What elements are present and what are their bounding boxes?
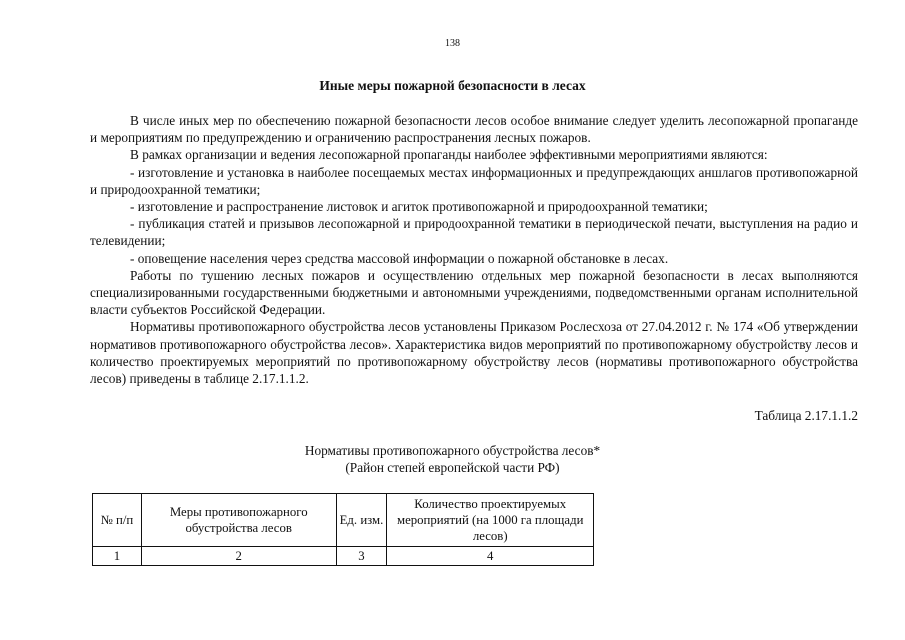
paragraph: Нормативы противопожарного обустройства лесов установлены Приказом Рослесхоза от 27.04.2012 г. № 174 «Об утверждении нормативов противопожарного обустройства лесов». Характеристика видов мероприятий по противопожарному обустройству лесов и количество проектируемых мероприятий по противопожарному обустройству лесов (нормативы противопожарного обустройства лесов) приведены в таблице 2.17.1.1.2. xyxy=(90,319,858,387)
list-item: - изготовление и установка в наиболее посещаемых местах информационных и предупреждающих аншлагов противопожарной и природоохранной тематики; xyxy=(90,164,858,197)
section-heading: Иные меры пожарной безопасности в лесах xyxy=(319,78,586,93)
header-cell-number: № п/п xyxy=(93,494,142,547)
header-cell-quantity: Количество проектируемых мероприятий (на 1000 га площади лесов) xyxy=(387,494,594,547)
list-item: - публикация статей и призывов лесопожарной и природоохранной тематики в периодической печати, выступления на радио и телевидении; xyxy=(90,216,858,249)
table-cell: 4 xyxy=(387,547,594,566)
table-header-row xyxy=(93,494,594,547)
table-caption: Таблица 2.17.1.1.2 xyxy=(754,408,858,423)
paragraph: В рамках организации и ведения лесопожарной пропаганды наиболее эффективными мероприятиями являются: xyxy=(130,147,768,163)
header-cell-measures: Меры противопожарного обустройства лесов xyxy=(141,494,336,547)
list-item: - изготовление и распространение листовок и агиток противопожарной и природоохранной тематики; xyxy=(130,199,708,215)
table-title: Нормативы противопожарного обустройства лесов* xyxy=(304,443,601,458)
paragraph: Работы по тушению лесных пожаров и осуществлению отдельных мер пожарной безопасности в лесах выполняются специализированными государственными бюджетными и автономными учреждениями, подведомственными органам исполнительной власти субъектов Российской Федерации. xyxy=(90,267,858,318)
table-subtitle: (Район степей европейской части РФ) xyxy=(345,460,560,475)
table-cell: 3 xyxy=(336,547,387,566)
table-cell: 2 xyxy=(141,547,336,566)
norms-table xyxy=(92,493,594,566)
table-cell: 1 xyxy=(93,547,142,566)
table-row xyxy=(93,547,594,566)
body-text xyxy=(90,112,858,387)
list-item: - оповещение населения через средства массовой информации о пожарной обстановке в лесах. xyxy=(130,250,669,266)
table-title-block xyxy=(0,442,905,476)
page-number: 138 xyxy=(445,38,460,49)
header-cell-unit: Ед. изм. xyxy=(336,494,387,547)
paragraph: В числе иных мер по обеспечению пожарной безопасности лесов особое внимание следует уделить лесопожарной пропаганде и мероприятиям по предупреждению и ограничению распространения лесных пожаров. xyxy=(90,113,858,146)
